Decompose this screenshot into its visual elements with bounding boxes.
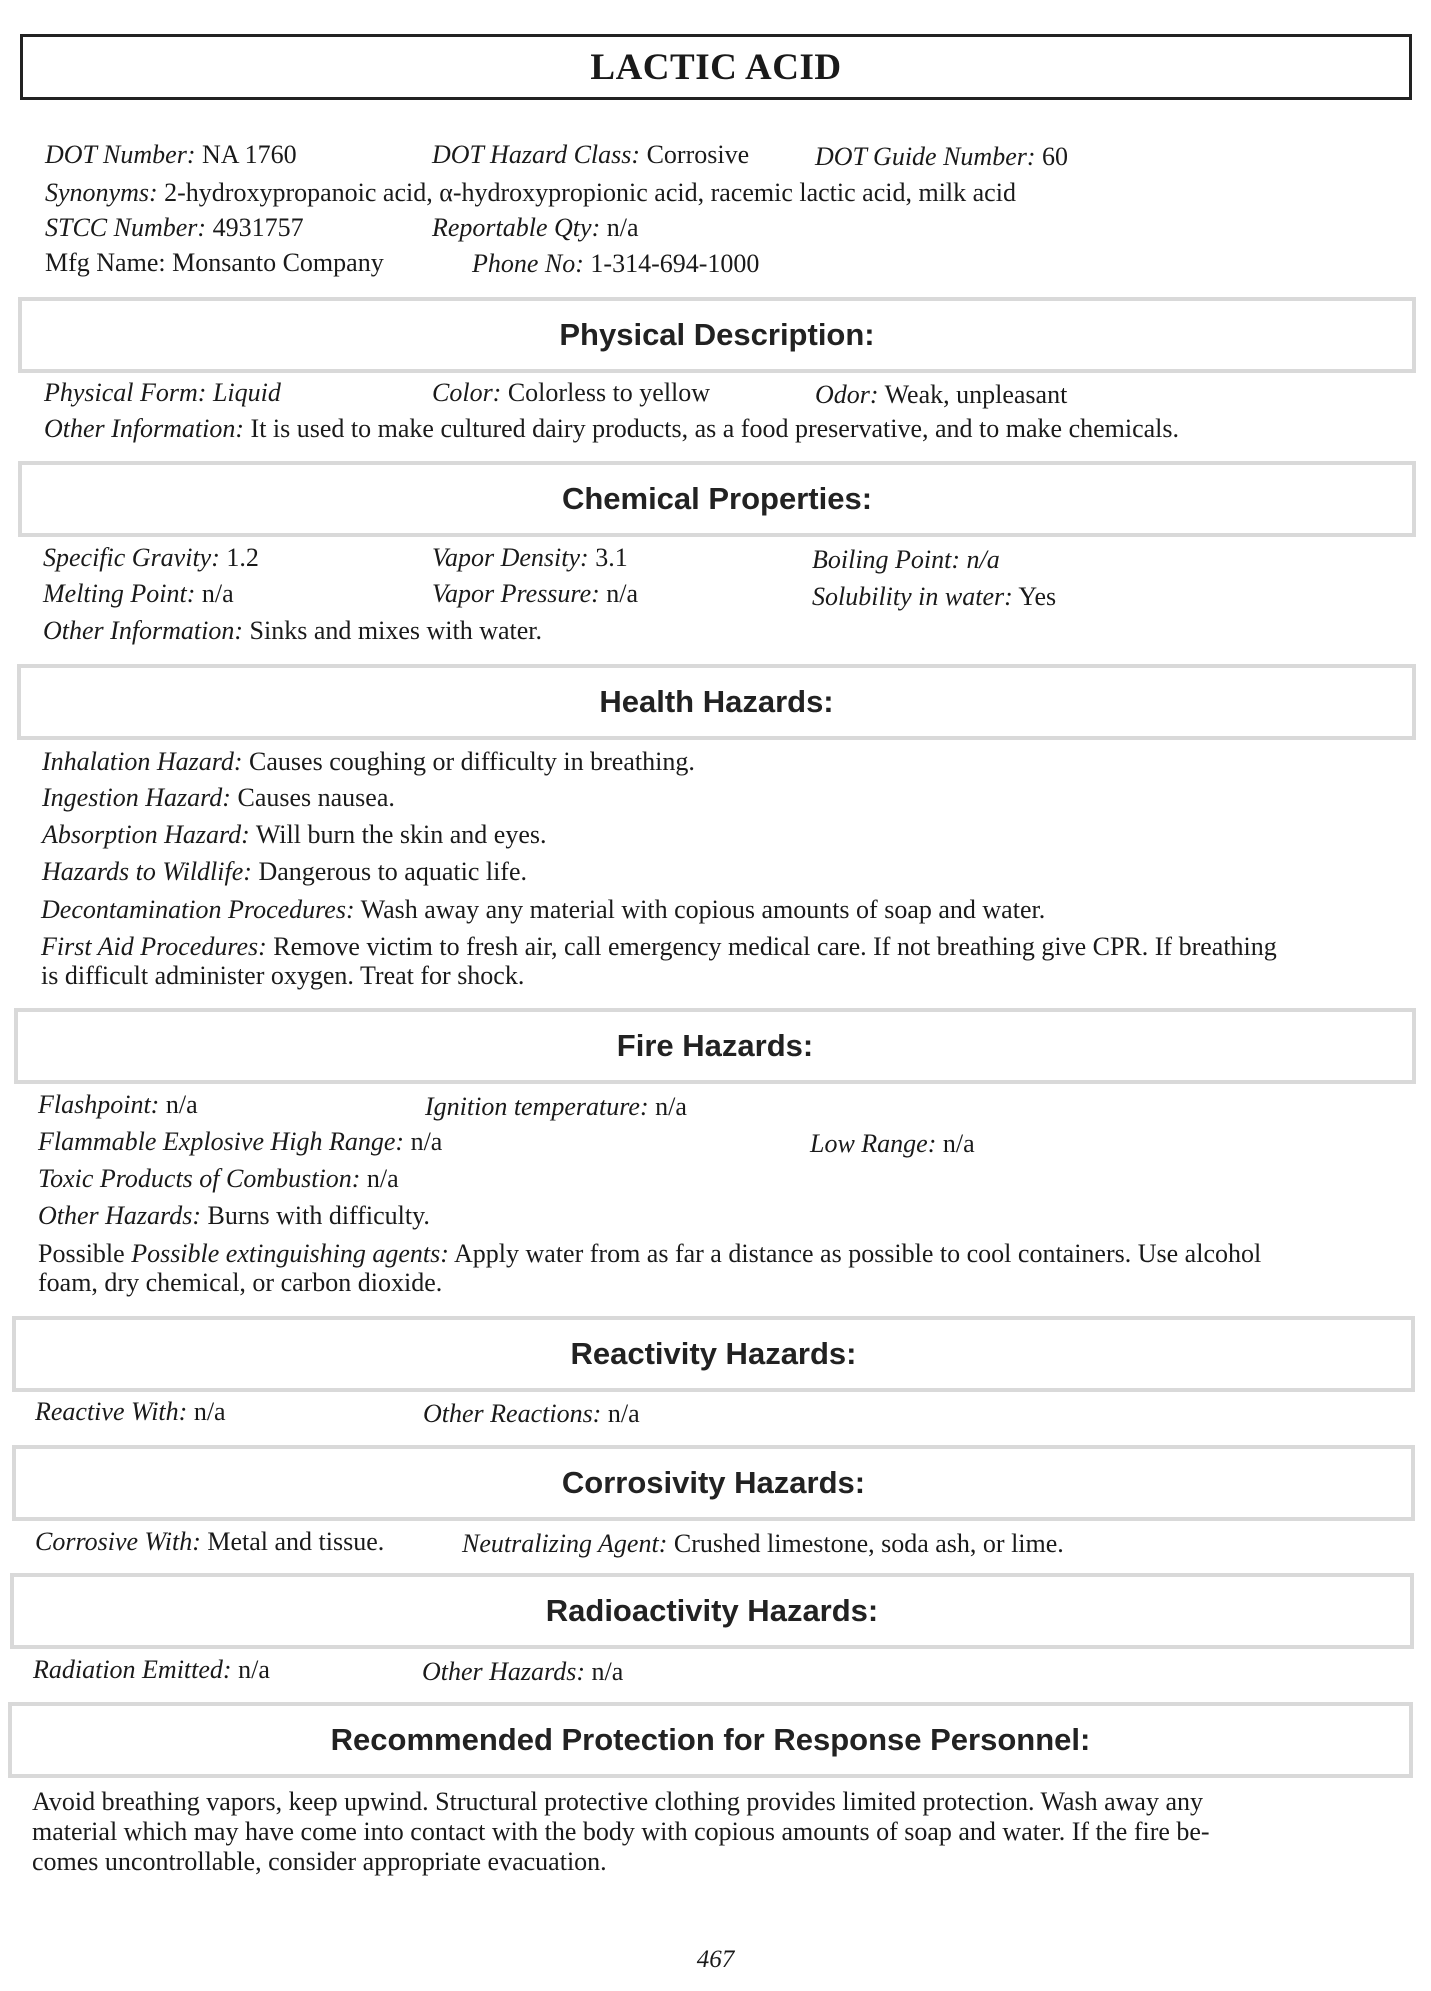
corrosive-with-value: Metal and tissue. [207,1527,385,1556]
health-hazards-heading: Health Hazards: [599,684,834,719]
dot-number-label: DOT Number: [45,140,196,169]
odor-field [815,380,1067,410]
wildlife-field [42,857,527,887]
dot-number-field [45,140,297,170]
radio-other-field [422,1657,623,1687]
extinguishing-label: Possible extinguishing agents: [131,1239,449,1268]
physical-other-value: It is used to make cultured dairy products, as a food preservative, and to make chemicals. [250,414,1180,443]
low-range-value: n/a [942,1129,975,1158]
chemical-other-value: Sinks and mixes with water. [249,616,543,645]
neutralizing-agent-field [462,1529,1064,1559]
inhalation-label: Inhalation Hazard: [42,747,243,776]
solubility-value: Yes [1018,582,1057,611]
high-range-field [38,1127,442,1157]
specific-gravity-value: 1.2 [226,543,259,572]
reactive-with-field [35,1397,226,1427]
stcc-field [45,213,304,243]
color-label: Color: [432,378,502,407]
decontamination-field [41,895,1045,925]
protection-line-3: comes uncontrollable, consider appropriate evacuation. [32,1847,607,1876]
vapor-pressure-value: n/a [606,579,639,608]
fire-other-value: Burns with difficulty. [207,1201,430,1230]
mfg-value: Monsanto Company [172,248,384,277]
extinguishing-value-2: foam, dry chemical, or carbon dioxide. [38,1268,443,1297]
color-field [432,378,710,408]
page-number: 467 [696,1946,735,1973]
radiation-emitted-value: n/a [238,1655,270,1684]
synonyms-field [45,178,1016,208]
specific-gravity-field [43,543,259,573]
dot-number-value: NA 1760 [201,140,297,169]
specific-gravity-label: Specific Gravity: [43,543,220,572]
inhalation-value: Causes coughing or difficulty in breathing. [249,747,695,776]
corrosive-with-field [35,1527,384,1557]
guide-number-value: 60 [1042,142,1069,171]
ignition-label: Ignition temperature: [425,1092,649,1121]
first-aid-continued [41,961,524,991]
first-aid-value-1: Remove victim to fresh air, call emergency medical care. If not breathing give CPR. If breathing [273,932,1277,961]
reportable-value: n/a [606,213,639,242]
reportable-field [432,213,639,243]
reportable-label: Reportable Qty: [432,213,601,242]
title-box [20,34,1412,100]
extinguishing-continued [38,1268,442,1298]
protection-line-1: Avoid breathing vapors, keep upwind. Structural protective clothing provides limited protection. Wash away any [32,1787,1203,1816]
neutralizing-agent-label: Neutralizing Agent: [462,1529,668,1558]
flashpoint-label: Flashpoint: [38,1090,160,1119]
vapor-pressure-field [432,579,638,609]
vapor-pressure-label: Vapor Pressure: [432,579,600,608]
high-range-label: Flammable Explosive High Range: [38,1127,405,1156]
ingestion-label: Ingestion Hazard: [42,783,231,812]
ignition-field [425,1092,687,1122]
neutralizing-agent-value: Crushed limestone, soda ash, or lime. [673,1529,1064,1558]
phone-label: Phone No: [472,249,584,278]
boiling-point-label: Boiling Point: [812,545,961,574]
high-range-value: n/a [410,1127,443,1156]
hazard-class-label: DOT Hazard Class: [432,140,641,169]
first-aid-field [41,932,1277,962]
odor-value: Weak, unpleasant [884,380,1068,409]
stcc-value: 4931757 [212,213,304,242]
toxic-products-field [38,1164,399,1194]
decontamination-value: Wash away any material with copious amounts of soap and water. [360,895,1046,924]
radiation-emitted-field [33,1655,270,1685]
extinguishing-field [38,1239,1261,1269]
radiation-emitted-label: Radiation Emitted: [33,1655,232,1684]
toxic-products-label: Toxic Products of Combustion: [38,1164,361,1193]
reactivity-hazards-heading: Reactivity Hazards: [570,1336,857,1371]
reactive-with-value: n/a [193,1397,226,1426]
physical-description-heading: Physical Description: [559,317,875,352]
other-reactions-field [423,1399,640,1429]
physical-other-field [44,414,1179,444]
melting-point-value: n/a [201,579,234,608]
absorption-field [42,820,546,850]
synonyms-value: 2-hydroxypropanoic acid, α-hydroxypropionic acid, racemic lactic acid, milk acid [164,178,1016,207]
protection-heading: Recommended Protection for Response Personnel: [330,1722,1091,1757]
odor-label: Odor: [815,380,879,409]
physical-form-field [44,378,281,408]
flashpoint-value: n/a [165,1090,198,1119]
mfg-label: Mfg Name: [45,248,166,277]
vapor-density-value: 3.1 [595,543,628,572]
corrosivity-hazards-heading: Corrosivity Hazards: [561,1465,866,1500]
corrosive-with-label: Corrosive With: [35,1527,201,1556]
mfg-field [45,248,384,278]
solubility-field [812,582,1056,612]
melting-point-field [43,579,234,609]
physical-form-value: Liquid [212,378,281,407]
guide-number-label: DOT Guide Number: [815,142,1036,171]
radioactivity-hazards-header [10,1573,1414,1649]
physical-other-label: Other Information: [44,414,245,443]
protection-header [8,1702,1413,1778]
phone-field [472,249,759,279]
fire-hazards-header [14,1008,1416,1084]
other-reactions-label: Other Reactions: [423,1399,602,1428]
first-aid-value-2: is difficult administer oxygen. Treat for shock. [41,961,525,990]
chemical-other-field [43,616,542,646]
boiling-point-field [812,545,1000,575]
flashpoint-field [38,1090,198,1120]
physical-description-header [18,297,1416,373]
boiling-point-value: n/a [966,545,1000,574]
low-range-field [810,1129,975,1159]
reactive-with-label: Reactive With: [35,1397,188,1426]
absorption-value: Will burn the skin and eyes. [255,820,547,849]
color-value: Colorless to yellow [507,378,711,407]
radio-other-label: Other Hazards: [422,1657,585,1686]
health-hazards-header [17,664,1416,740]
guide-number-field [815,142,1068,172]
stcc-label: STCC Number: [45,213,207,242]
synonyms-label: Synonyms: [45,178,158,207]
toxic-products-value: n/a [366,1164,399,1193]
melting-point-label: Melting Point: [43,579,196,608]
ignition-value: n/a [655,1092,687,1121]
protection-line-2: material which may have come into contact with the body with copious amounts of soap and water. If the fire be- [32,1817,1210,1846]
radioactivity-hazards-heading: Radioactivity Hazards: [545,1593,879,1628]
chemical-properties-header [18,461,1416,537]
corrosivity-hazards-header [12,1445,1415,1521]
first-aid-label: First Aid Procedures: [41,932,267,961]
fire-hazards-heading: Fire Hazards: [616,1028,814,1063]
extinguishing-prefix: Possible [38,1239,125,1268]
ingestion-value: Causes nausea. [237,783,395,812]
hazard-class-field [432,140,749,170]
fire-other-label: Other Hazards: [38,1201,201,1230]
low-range-label: Low Range: [810,1129,937,1158]
chemical-other-label: Other Information: [43,616,244,645]
fire-other-field [38,1201,430,1231]
physical-form-label: Physical Form: [44,378,207,407]
absorption-label: Absorption Hazard: [42,820,250,849]
other-reactions-value: n/a [607,1399,640,1428]
solubility-label: Solubility in water: [812,582,1013,611]
wildlife-value: Dangerous to aquatic life. [258,857,528,886]
inhalation-field [42,747,695,777]
reactivity-hazards-header [12,1316,1415,1392]
extinguishing-value-1: Apply water from as far a distance as possible to cool containers. Use alcohol [454,1239,1262,1268]
document-title: LACTIC ACID [590,46,842,88]
chemical-properties-heading: Chemical Properties: [561,481,873,516]
vapor-density-label: Vapor Density: [432,543,589,572]
phone-value: 1-314-694-1000 [590,249,760,278]
decontamination-label: Decontamination Procedures: [41,895,355,924]
radio-other-value: n/a [591,1657,624,1686]
ingestion-field [42,783,395,813]
hazard-class-value: Corrosive [646,140,750,169]
vapor-density-field [432,543,628,573]
wildlife-label: Hazards to Wildlife: [42,857,252,886]
